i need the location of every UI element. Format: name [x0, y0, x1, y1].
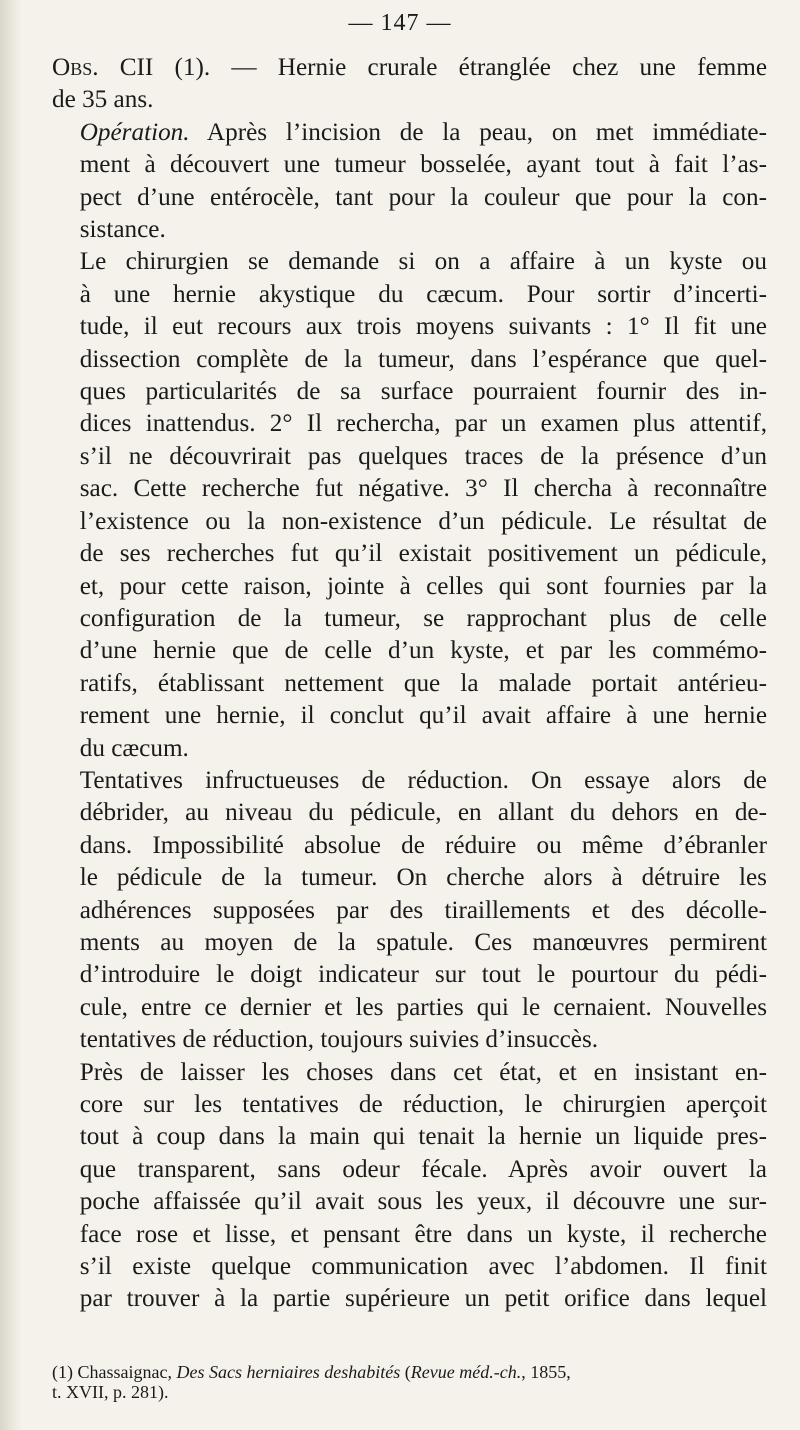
para4-line: s’il existe quelque communication avec l’abdomen. Il finit [79, 1253, 767, 1281]
obs-label: Obs. CII [52, 54, 154, 81]
para3-line: d’introduire le doigt indicateur sur tout le pourtour du pédi- [79, 961, 767, 989]
para4-line: poche affaissée qu’il avait sous les yeux, il découvre une sur- [79, 1188, 767, 1216]
footnote-marker: (1) [52, 1362, 73, 1382]
footnote-author: Chassaignac, [73, 1362, 172, 1382]
heading-line-1 [52, 52, 767, 84]
observation-heading [52, 52, 767, 117]
para4-line: face rose et lisse, et pensant être dans un kyste, il recherche [79, 1220, 767, 1248]
para1-line: Opération. Après l’incision de la peau, on met immédiate- [79, 118, 767, 146]
para2-line: l’existence ou la non-existence d’un pédicule. Le résultat de [79, 507, 767, 535]
para2-line: ques particularités de sa surface pourraient fournir des in- [79, 378, 767, 406]
para2-line: tude, il eut recours aux trois moyens suivants : 1° Il fit une [79, 313, 767, 341]
para4-line: par trouver à la partie supérieure un petit orifice dans lequel [79, 1285, 767, 1313]
footnote-journal: Revue méd.-ch. [410, 1362, 522, 1382]
page-gutter-shadow [0, 0, 22, 1430]
footnote-year: , 1855, [521, 1362, 571, 1382]
para3-line: le pédicule de la tumeur. On cherche alors à détruire les [79, 864, 767, 892]
paragraph-discovery [52, 1057, 767, 1316]
para1-line: ment à découvert une tumeur bosselée, ayant tout à fait l’as- [79, 151, 767, 179]
para2-line: dissection complète de la tumeur, dans l’espérance que quel- [79, 345, 767, 373]
para2-line: du cæcum. [79, 734, 189, 762]
para2-line: et, pour cette raison, jointe à celles qui sont fournies par la [79, 572, 767, 600]
para2-line: de ses recherches fut qu’il existait positivement un pédicule, [79, 540, 767, 568]
para4-line: core sur les tentatives de réduction, le chirurgien aperçoit [79, 1091, 767, 1118]
footnote-line-1: (1) Chassaignac, Des Sacs herniaires deshabités (Revue méd.-ch., 1855, [52, 1362, 571, 1382]
para2-line: configuration de la tumeur, se rapprochant plus de celle [79, 604, 767, 632]
para3-line: ments au moyen de la spatule. Ces manœuvres permirent [79, 928, 767, 956]
para2-line: rement une hernie, il conclut qu’il avait affaire à une hernie [79, 702, 767, 730]
paragraph-diagnosis [52, 246, 767, 765]
operation-label: Opération. [79, 118, 190, 146]
paragraph-operation [52, 117, 767, 247]
heading-title: — Hernie crurale étranglée chez une femme [231, 54, 768, 81]
para3-line: dans. Impossibilité absolue de réduire ou même d’ébranler [79, 831, 767, 859]
footnote [52, 1362, 767, 1402]
para3-line: Tentatives infructueuses de réduction. On essaye alors de [79, 766, 767, 794]
footnote-work: Des Sacs herniaires deshabités [171, 1362, 401, 1382]
para3-line: cule, entre ce dernier et les parties qui le cernaient. Nouvelles [79, 993, 767, 1021]
para4-line: que transparent, sans odeur fécale. Après avoir ouvert la [79, 1155, 767, 1183]
page-number: — 147 — [348, 10, 452, 36]
para4-line: tout à coup dans la main qui tenait la hernie un liquide pres- [79, 1123, 767, 1151]
body-text [52, 52, 767, 1316]
para2-line: s’il ne découvrirait pas quelques traces de la présence d’un [79, 442, 767, 470]
para3-line: tentatives de réduction, toujours suivies d’insuccès. [79, 1026, 599, 1054]
para2-line: d’une hernie que de celle d’un kyste, et par les commémo- [79, 637, 767, 665]
footnote-line-2: t. XVII, p. 281). [52, 1382, 169, 1402]
para1-line: sistance. [79, 216, 166, 244]
para2-line: Le chirurgien se demande si on a affaire à un kyste ou [79, 248, 767, 276]
para3-line: débrider, au niveau du pédicule, en allant du dehors en de- [79, 799, 767, 827]
para2-line: sac. Cette recherche fut négative. 3° Il chercha à reconnaître [79, 475, 767, 503]
paragraph-reduction [52, 765, 767, 1057]
footnote-ref: (1). [174, 54, 211, 81]
para4-line: Près de laisser les choses dans cet état, et en insistant en- [79, 1058, 767, 1086]
para1-line: pect d’une entérocèle, tant pour la couleur que pour la con- [79, 183, 767, 211]
para3-line: adhérences supposées par des tiraillements et des décolle- [79, 896, 767, 924]
para2-line: dices inattendus. 2° Il rechercha, par un examen plus attentif, [79, 410, 767, 438]
heading-line-2: de 35 ans. [52, 86, 154, 114]
para2-line: à une hernie akystique du cæcum. Pour sortir d’incerti- [79, 280, 767, 308]
para2-line: ratifs, établissant nettement que la malade portait antérieu- [79, 669, 767, 697]
